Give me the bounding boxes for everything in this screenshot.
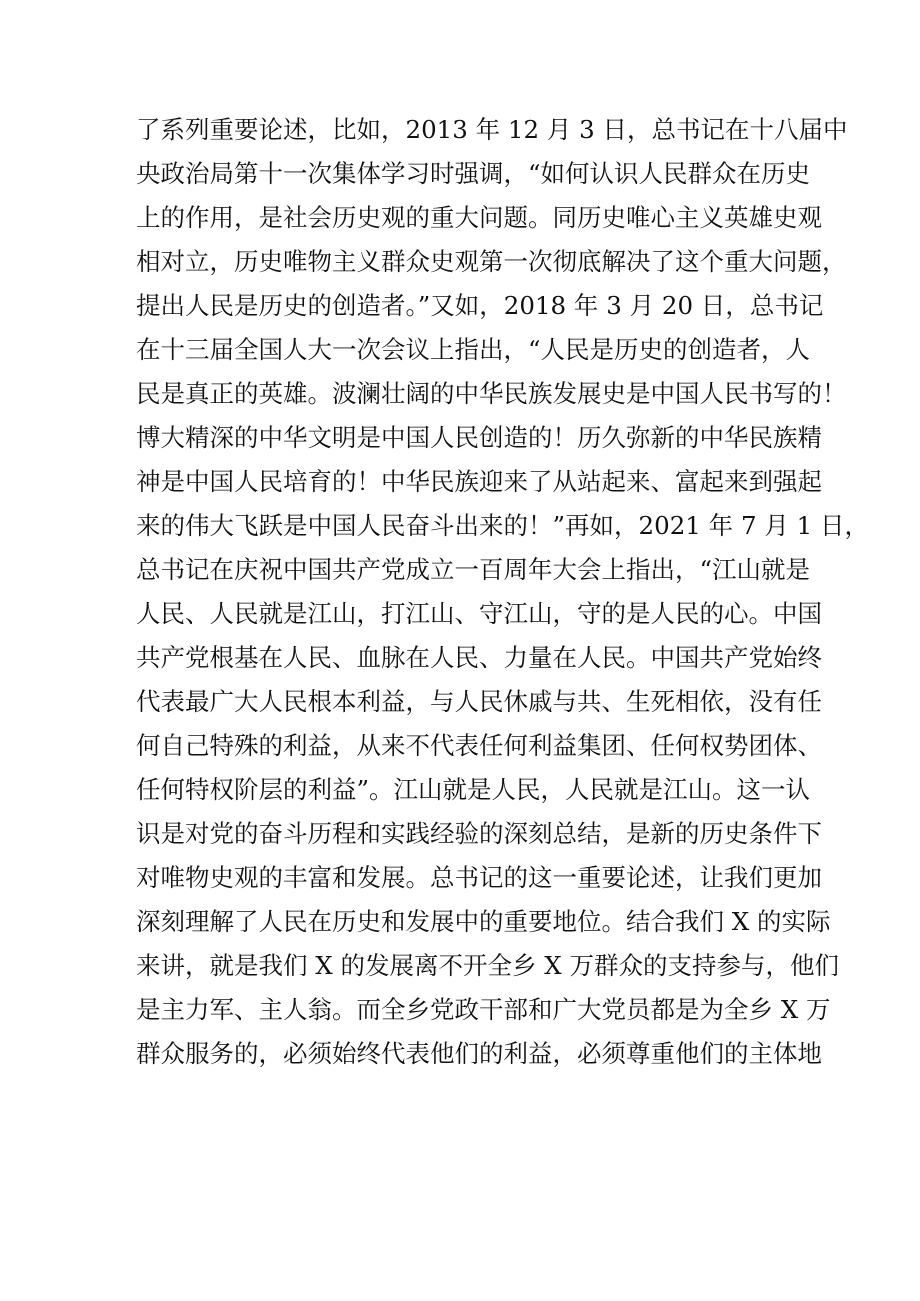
text-line: 群众服务的，必须始终代表他们的利益，必须尊重他们的主体地 [136, 1039, 822, 1068]
text-line: 上的作用，是社会历史观的重大问题。同历史唯心主义英雄史观 [136, 203, 822, 232]
text-line: 神是中国人民培育的！中华民族迎来了从站起来、富起来到强起 [136, 467, 822, 496]
text-line: 民是真正的英雄。波澜壮阔的中华民族发展史是中国人民书写的！ [136, 379, 847, 408]
text-line: 来讲，就是我们 X 的发展离不开全乡 X 万群众的支持参与，他们 [136, 951, 840, 980]
text-line: 深刻理解了人民在历史和发展中的重要地位。结合我们 X 的实际 [136, 907, 831, 936]
text-line: 共产党根基在人民、血脉在人民、力量在人民。中国共产党始终 [136, 643, 822, 672]
body-paragraph [136, 108, 869, 1076]
text-line: 任何特权阶层的利益”。江山就是人民，人民就是江山。这一认 [136, 775, 811, 804]
text-line: 来的伟大飞跃是中国人民奋斗出来的！”再如，2021 年 7 月 1 日， [136, 511, 869, 540]
text-line: 了系列重要论述，比如，2013 年 12 月 3 日，总书记在十八届中 [136, 115, 848, 144]
text-line: 相对立，历史唯物主义群众史观第一次彻底解决了这个重大问题， [136, 247, 847, 276]
text-line: 识是对党的奋斗历程和实践经验的深刻总结，是新的历史条件下 [136, 819, 822, 848]
text-line: 提出人民是历史的创造者。”又如，2018 年 3 月 20 日，总书记 [136, 291, 824, 320]
text-line: 央政治局第十一次集体学习时强调，“如何认识人民群众在历史 [136, 159, 811, 188]
text-line: 何自己特殊的利益，从来不代表任何利益集团、任何权势团体、 [136, 731, 822, 760]
text-line: 在十三届全国人大一次会议上指出，“人民是历史的创造者，人 [136, 335, 811, 364]
text-line: 是主力军、主人翁。而全乡党政干部和广大党员都是为全乡 X 万 [136, 995, 831, 1024]
text-line: 代表最广大人民根本利益，与人民休戚与共、生死相依，没有任 [136, 687, 822, 716]
text-line: 总书记在庆祝中国共产党成立一百周年大会上指出，“江山就是 [136, 555, 811, 584]
text-line: 对唯物史观的丰富和发展。总书记的这一重要论述，让我们更加 [136, 863, 822, 892]
text-line: 博大精深的中华文明是中国人民创造的！历久弥新的中华民族精 [136, 423, 822, 452]
text-line: 人民、人民就是江山，打江山、守江山，守的是人民的心。中国 [136, 599, 822, 628]
